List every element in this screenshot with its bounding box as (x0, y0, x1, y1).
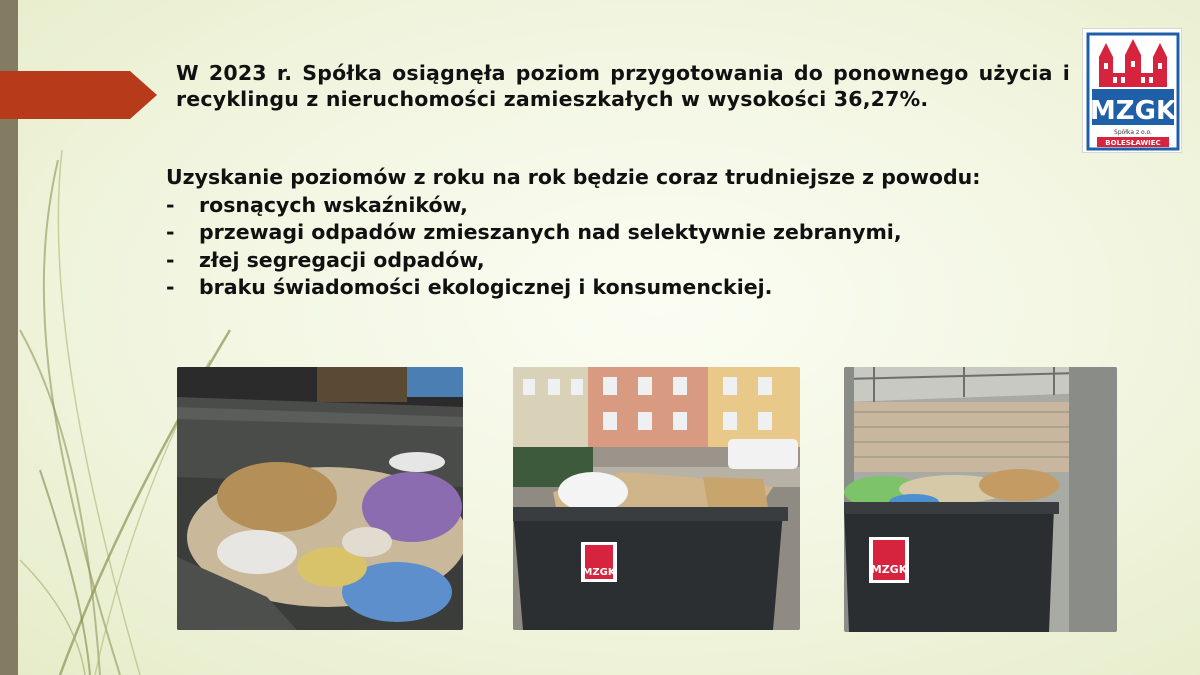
photo-2-sticker-text: MZGK (582, 567, 616, 578)
mzgk-logo-graphic (1083, 29, 1183, 154)
photo-container-street (513, 367, 800, 630)
reasons-list (166, 192, 1106, 302)
list-dash: - (166, 220, 175, 244)
list-item (166, 247, 1106, 275)
list-dash: - (166, 275, 175, 299)
photo-3-sticker-text: MZGK (870, 563, 908, 576)
logo-name: MZGK (1089, 96, 1177, 126)
photo-mixed-waste-container (177, 367, 463, 630)
list-item (166, 192, 1106, 220)
mzgk-logo (1082, 28, 1182, 153)
photo-container-shelter (844, 367, 1117, 632)
list-item (166, 274, 1106, 302)
list-item-text: przewagi odpadów zmieszanych nad selektywnie zebranymi, (199, 220, 902, 244)
intro-text: W 2023 r. Spółka osiągnęła poziom przygotowania do ponownego użycia i recyklingu z nieruchomości zamieszkałych w wysokości 36,27%. (176, 61, 1070, 111)
list-dash: - (166, 247, 175, 272)
arrow-banner (0, 71, 157, 119)
logo-subtitle: Spółka z o.o. (1114, 129, 1152, 136)
list-dash: - (166, 192, 175, 217)
list-item-text: braku świadomości ekologicznej i konsumenckiej. (199, 275, 773, 299)
reasons-block (166, 164, 1106, 302)
list-item-text: złej segregacji odpadów, (199, 247, 485, 272)
logo-city: BOLESŁAWIEC (1105, 139, 1161, 147)
list-item (166, 219, 1106, 247)
reasons-heading: Uzyskanie poziomów z roku na rok będzie coraz trudniejsze z powodu: (166, 165, 981, 189)
list-item-text: rosnących wskaźników, (199, 192, 468, 217)
